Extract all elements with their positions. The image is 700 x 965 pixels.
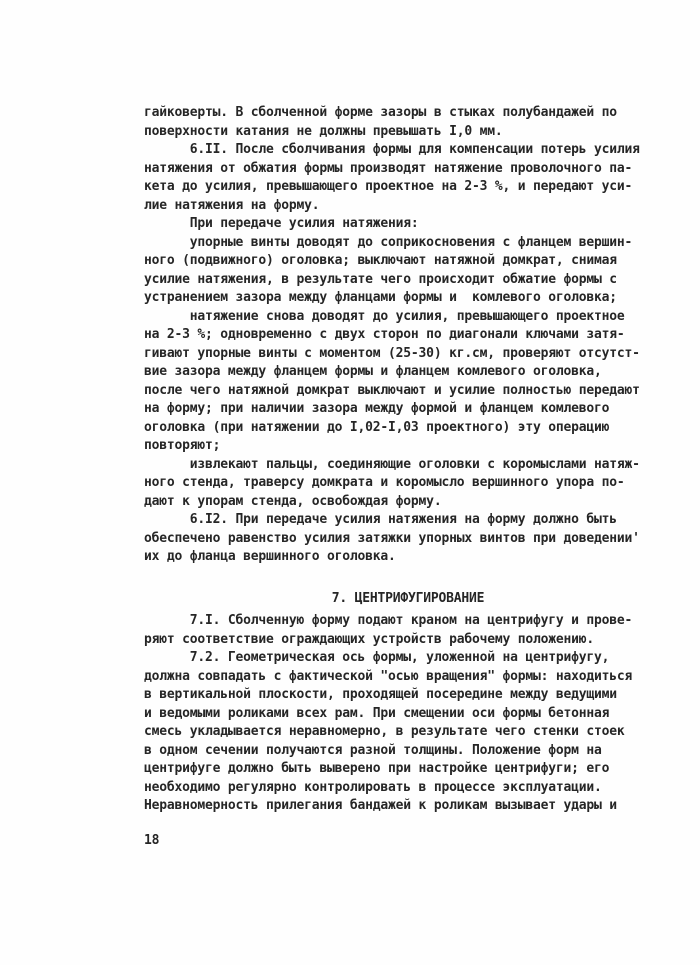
text-line: натяжения от обжатия формы производят натяжение проволочного па- <box>144 160 633 176</box>
text-line: должна совпадать с фактической "осью вращения" формы: находиться <box>144 668 633 684</box>
text-line: 7.2. Геометрическая ось формы, уложенной на центрифугу, <box>144 650 610 665</box>
text-line: оголовка (при натяжении до I,02-I,03 проектного) эту операцию <box>144 419 610 435</box>
text-line: При передаче усилия натяжения: <box>144 216 419 231</box>
text-line: вие зазора между фланцем формы и фланцем комлевого оголовка, <box>144 364 602 379</box>
text-line: после чего натяжной домкрат выключают и усилие полностью передают <box>144 382 640 398</box>
text-line: 7.I. Сболченную форму подают краном на центрифугу и прове- <box>144 613 633 628</box>
text-line: в вертикальной плоскости, проходящей посередине между ведущими <box>144 687 617 702</box>
text-line: Неравномерность прилегания бандажей к роликам вызывает удары и <box>144 798 617 813</box>
text-line: в одном сечении получаются разной толщины. Положение форм на <box>144 742 602 758</box>
text-line: на 2-3 %; одновременно с двух сторон по диагонали ключами затя- <box>144 327 625 342</box>
page-number: 18 <box>144 832 160 848</box>
text-line: упорные винты доводят до соприкосновения с фланцем вершин- <box>144 234 633 250</box>
text-line: дают к упорам стенда, освобождая форму. <box>144 493 442 509</box>
text-line: ного стенда, траверсу домкрата и коромысло вершинного упора по- <box>144 475 625 490</box>
text-line: гайковерты. В сболченной форме зазоры в стыках полубандажей по <box>144 105 617 120</box>
text-line: извлекают пальцы, соединяющие оголовки с коромыслами натяж- <box>144 456 640 472</box>
text-line: поверхности катания не должны превышать I,0 мм. <box>144 123 503 139</box>
text-line: смесь укладывается неравномерно, в результате чего стенки стоек <box>144 724 625 739</box>
text-line: их до фланца вершинного оголовка. <box>144 549 396 564</box>
text-line: ного (подвижного) оголовка; выключают натяжной домкрат, снимая <box>144 253 617 268</box>
text-line: ряют соответствие ограждающих устройств рабочему положению. <box>144 631 594 647</box>
text-line: 6.II. После сболчивания формы для компенсации потерь усилия <box>144 142 640 157</box>
text-line: обеспечено равенство усилия затяжки упорных винтов при доведении' <box>144 530 640 546</box>
text-column <box>144 104 672 850</box>
text-line: гивают упорные винты с моментом (25-30) кг.см, проверяют отсутст- <box>144 345 640 361</box>
text-line: кета до усилия, превышающего проектное на 2-3 %, и передают уси- <box>144 179 633 194</box>
text-line: повторяют; <box>144 438 221 453</box>
text-line: 6.I2. При передаче усилия натяжения на форму должно быть <box>144 512 617 527</box>
section-heading: 7. ЦЕНТРИФУГИРОВАНИЕ <box>331 590 485 606</box>
text-line: на форму; при наличии зазора между формой и фланцем комлевого <box>144 401 610 416</box>
text-line: усилие натяжения, в результате чего происходит обжатие формы с <box>144 271 617 287</box>
text-line: лие натяжения на форму. <box>144 197 320 213</box>
text-line: устранением зазора между фланцами формы и комлевого оголовка; <box>144 290 617 305</box>
text-line: и ведомыми роликами всех рам. При смещении оси формы бетонная <box>144 705 610 721</box>
text-line: натяжение снова доводят до усилия, превышающего проектное <box>144 308 625 324</box>
text-line: центрифуге должно быть выверено при настройке центрифуги; его <box>144 761 610 776</box>
text-line: необходимо регулярно контролировать в процессе эксплуатации. <box>144 779 602 795</box>
